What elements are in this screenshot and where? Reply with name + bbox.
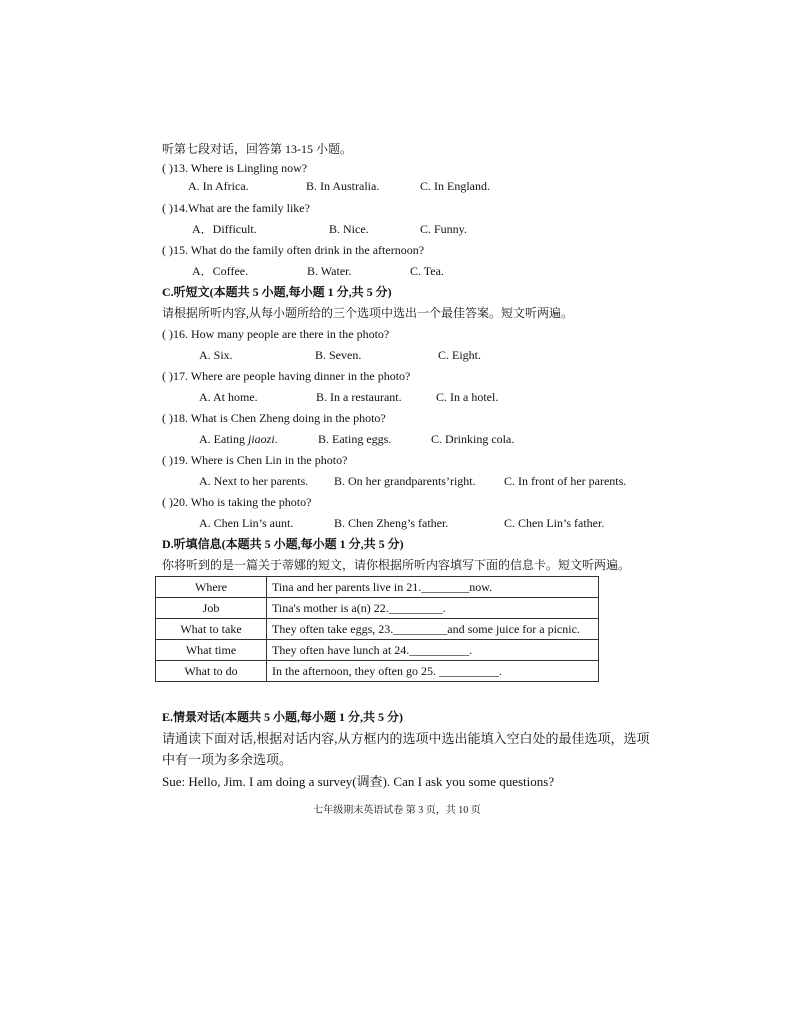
q14-option-a: A．Difficult. [192, 222, 257, 236]
q16-option-b: B. Seven. [315, 348, 362, 362]
q16-option-c: C. Eight. [438, 348, 482, 362]
section-e-instruction-1: 请通读下面对话,根据对话内容,从方框内的选项中选出能填入空白处的最佳选项，选项 [162, 731, 650, 746]
dialog-line-sue: Sue: Hello, Jim. I am doing a survey(调查). Can I ask you some questions? [162, 774, 555, 789]
q15-option-a: A．Coffee. [192, 264, 249, 278]
question-18: ( )18. What is Chen Zheng doing in the photo? [162, 411, 386, 425]
table-key-cell: Job [156, 598, 267, 619]
q15-option-c: C. Tea. [410, 264, 444, 278]
question-13: ( )13. Where is Lingling now? [162, 161, 308, 175]
table-key-cell: What to do [156, 661, 267, 682]
info-card-table [155, 576, 599, 682]
table-row [156, 619, 599, 640]
q15-option-b: B. Water. [307, 264, 352, 278]
q20-option-a: A. Chen Lin’s aunt. [199, 516, 294, 530]
q18-option-a-italic: jiaozi [248, 432, 275, 446]
q13-option-b: B. In Australia. [306, 179, 380, 193]
table-row [156, 661, 599, 682]
q13-option-a: A. In Africa. [188, 179, 249, 193]
section-d-instruction: 你将听到的是一篇关于蒂娜的短文，请你根据所听内容填写下面的信息卡。短文听两遍。 [162, 558, 631, 572]
q17-option-a: A. At home. [199, 390, 258, 404]
q14-option-c: C. Funny. [420, 222, 467, 236]
q18-option-a-suffix: . [274, 432, 278, 446]
q13-option-c: C. In England. [420, 179, 490, 193]
question-20: ( )20. Who is taking the photo? [162, 495, 312, 509]
q20-option-c: C. Chen Lin’s father. [504, 516, 605, 530]
q16-option-a: A. Six. [199, 348, 233, 362]
question-16: ( )16. How many people are there in the photo? [162, 327, 390, 341]
section-c-title: C.听短文(本题共 5 小题,每小题 1 分,共 5 分) [162, 285, 392, 299]
q17-option-b: B. In a restaurant. [316, 390, 402, 404]
table-value-cell: Tina and her parents live in 21.________now. [267, 577, 599, 598]
q17-option-c: C. In a hotel. [436, 390, 499, 404]
q18-option-a [199, 431, 278, 447]
table-key-cell: Where [156, 577, 267, 598]
table-value-cell: They often take eggs, 23._________and some juice for a picnic. [267, 619, 599, 640]
section-c-instruction: 请根据所听内容,从每小题所给的三个选项中选出一个最佳答案。短文听两遍。 [162, 306, 574, 320]
question-15: ( )15. What do the family often drink in the afternoon? [162, 243, 425, 257]
question-19: ( )19. Where is Chen Lin in the photo? [162, 453, 348, 467]
page-footer: 七年级期末英语试卷 第 3 页，共 10 页 [313, 805, 481, 816]
table-row [156, 598, 599, 619]
question-17: ( )17. Where are people having dinner in the photo? [162, 369, 411, 383]
section-e-instruction-2: 中有一项为多余选项。 [162, 752, 293, 767]
table-value-cell: They often have lunch at 24.__________. [267, 640, 599, 661]
q19-option-c: C. In front of her parents. [504, 474, 627, 488]
section-d-title: D.听填信息(本题共 5 小题,每小题 1 分,共 5 分) [162, 537, 404, 551]
q19-option-a: A. Next to her parents. [199, 474, 309, 488]
table-row [156, 640, 599, 661]
table-key-cell: What time [156, 640, 267, 661]
section-b7-intro: 听第七段对话，回答第 13-15 小题。 [162, 142, 352, 156]
q20-option-b: B. Chen Zheng’s father. [334, 516, 449, 530]
table-value-cell: Tina's mother is a(n) 22._________. [267, 598, 599, 619]
q18-option-b: B. Eating eggs. [318, 432, 392, 446]
q14-option-b: B. Nice. [329, 222, 369, 236]
question-14: ( )14.What are the family like? [162, 201, 310, 215]
table-row [156, 577, 599, 598]
q18-option-a-prefix: A. Eating [199, 432, 248, 446]
table-value-cell: In the afternoon, they often go 25. __________. [267, 661, 599, 682]
q18-option-c: C. Drinking cola. [431, 432, 515, 446]
table-key-cell: What to take [156, 619, 267, 640]
q19-option-b: B. On her grandparents’right. [334, 474, 476, 488]
section-e-title: E.情景对话(本题共 5 小题,每小题 1 分,共 5 分) [162, 710, 403, 724]
